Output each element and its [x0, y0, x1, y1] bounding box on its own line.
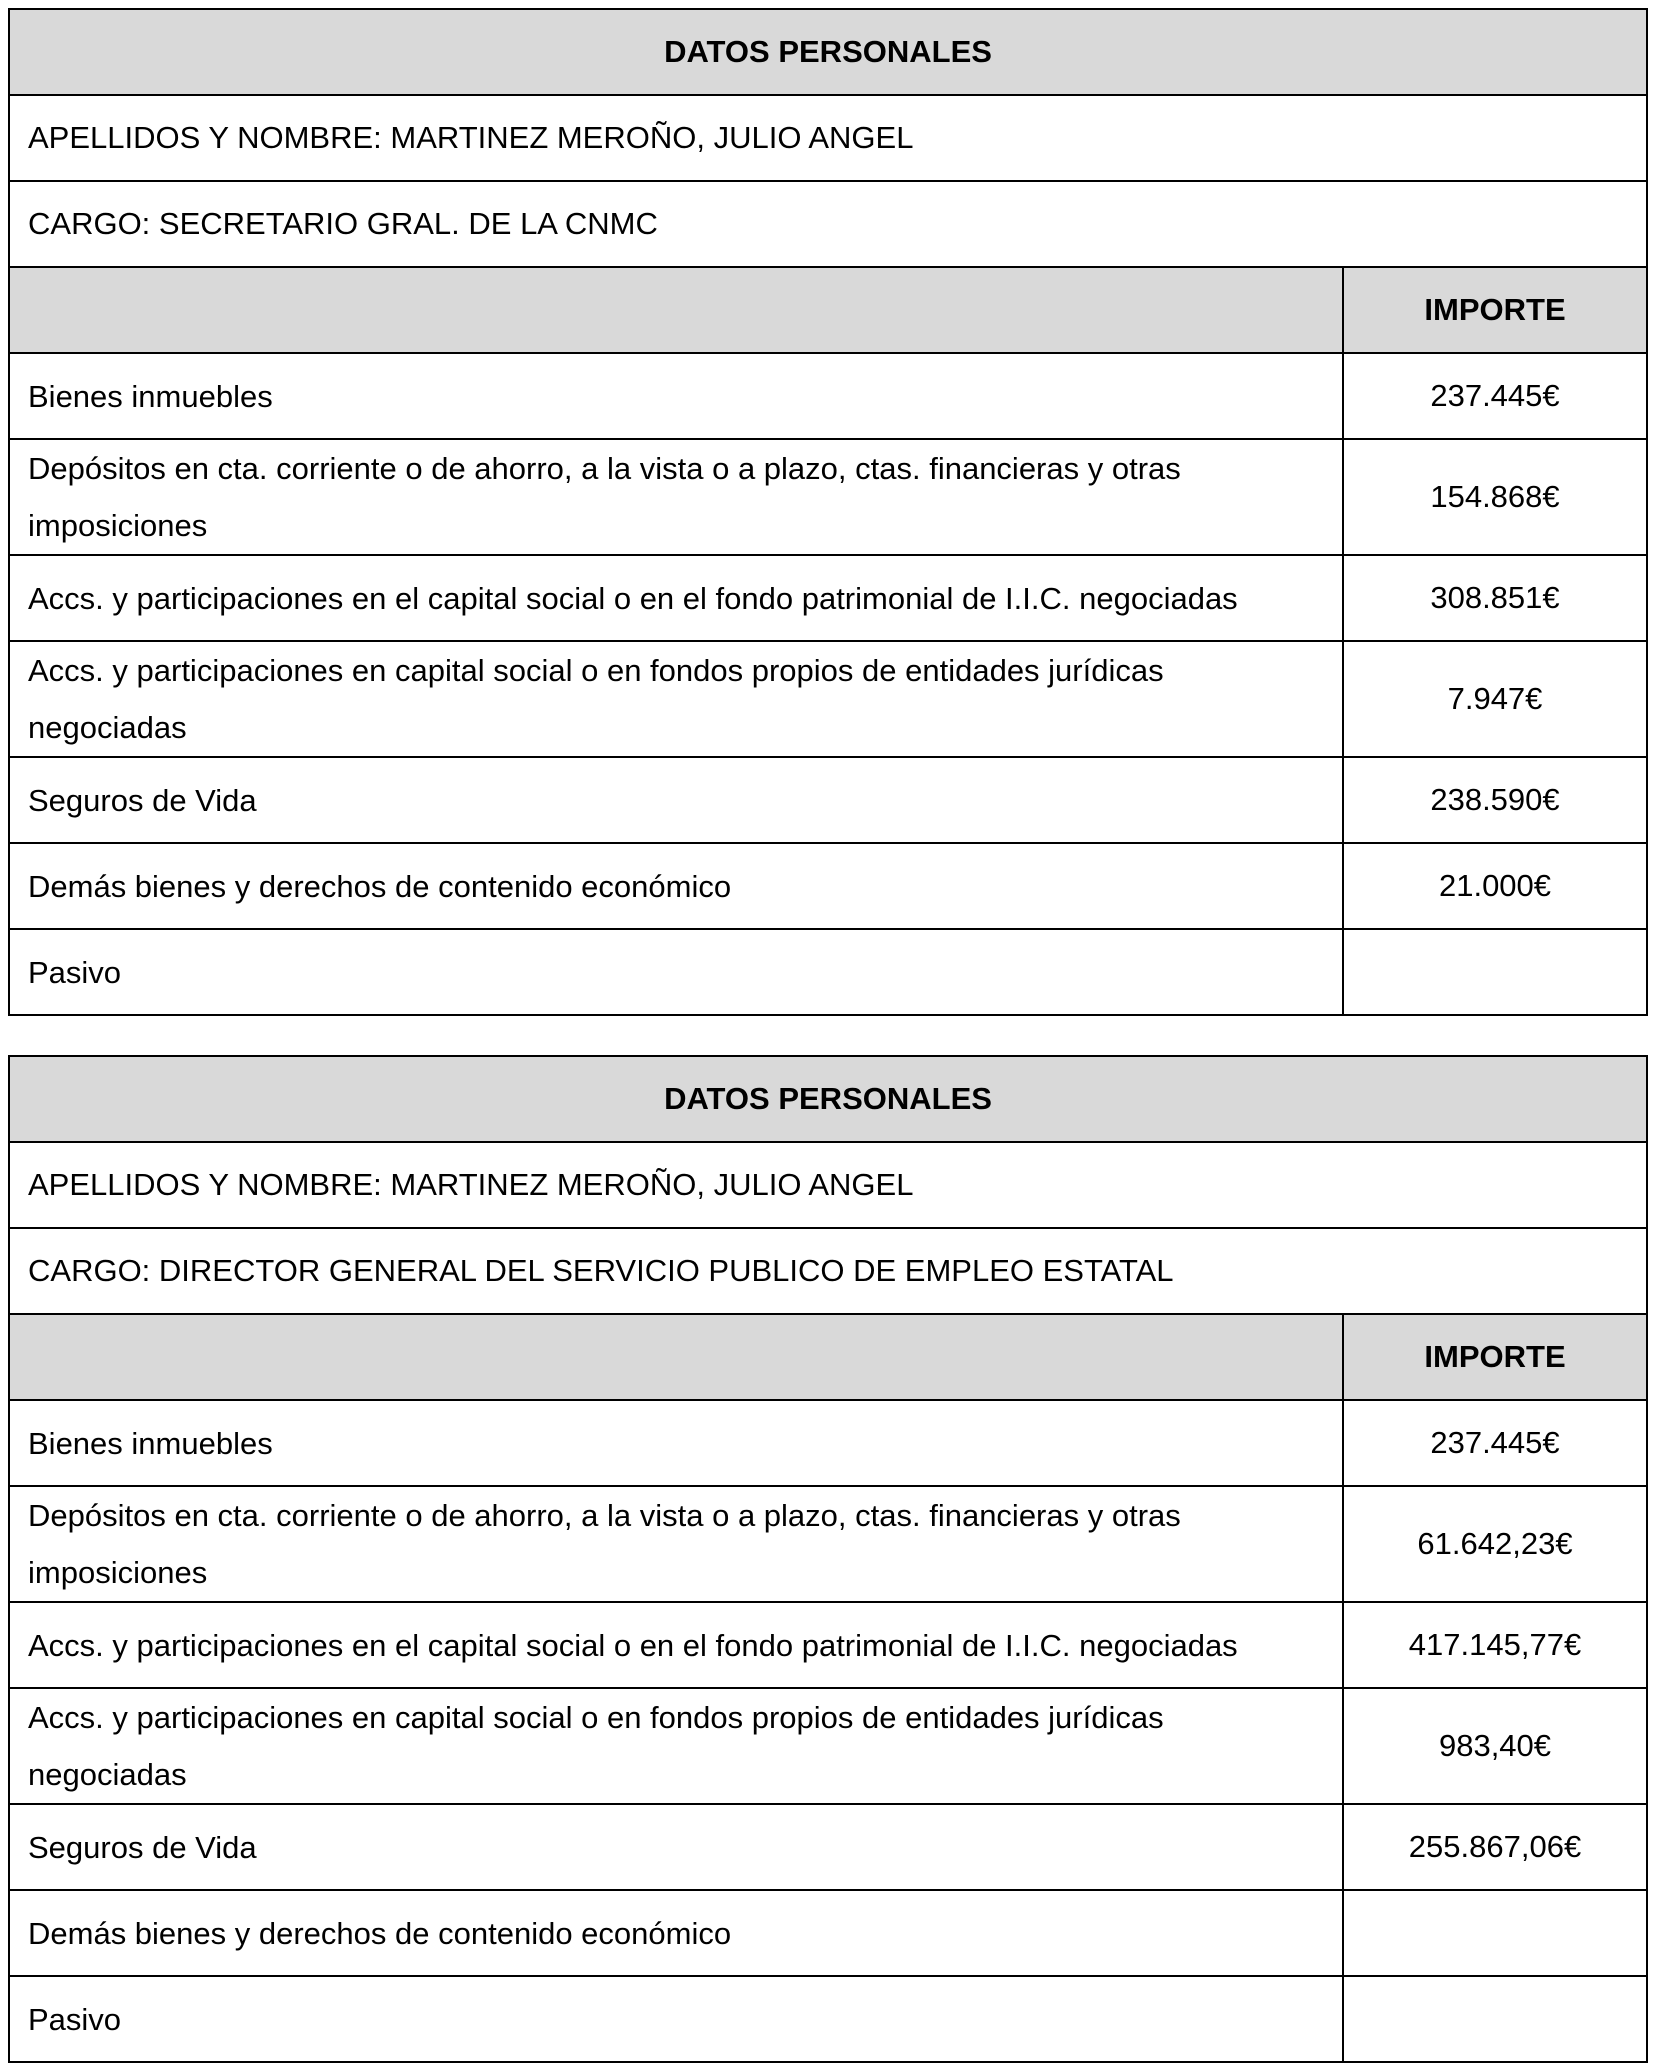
asset-label: Accs. y participaciones en el capital social o en el fondo patrimonial de I.I.C. negociadas — [9, 1602, 1343, 1688]
section-header-row — [9, 1056, 1647, 1142]
asset-label: Depósitos en cta. corriente o de ahorro, a la vista o a plazo, ctas. financieras y otras imposiciones — [9, 439, 1343, 555]
cargo-row — [9, 181, 1647, 267]
asset-amount: 237.445€ — [1343, 1400, 1647, 1486]
table-row — [9, 1890, 1647, 1976]
asset-amount — [1343, 929, 1647, 1015]
column-header-blank — [9, 267, 1343, 353]
asset-amount: 7.947€ — [1343, 641, 1647, 757]
table-row — [9, 1688, 1647, 1804]
asset-amount: 255.867,06€ — [1343, 1804, 1647, 1890]
section-header: DATOS PERSONALES — [9, 1056, 1647, 1142]
table-row — [9, 555, 1647, 641]
section-header: DATOS PERSONALES — [9, 9, 1647, 95]
asset-amount: 21.000€ — [1343, 843, 1647, 929]
asset-label: Accs. y participaciones en capital social o en fondos propios de entidades jurídicas negociadas — [9, 1688, 1343, 1804]
asset-amount: 417.145,77€ — [1343, 1602, 1647, 1688]
asset-label: Accs. y participaciones en el capital social o en el fondo patrimonial de I.I.C. negociadas — [9, 555, 1343, 641]
asset-declaration-table — [8, 8, 1648, 1016]
asset-amount: 983,40€ — [1343, 1688, 1647, 1804]
full-name: APELLIDOS Y NOMBRE: MARTINEZ MEROÑO, JULIO ANGEL — [9, 1142, 1647, 1228]
asset-label: Demás bienes y derechos de contenido económico — [9, 843, 1343, 929]
asset-label: Seguros de Vida — [9, 757, 1343, 843]
name-row — [9, 95, 1647, 181]
table-row — [9, 1602, 1647, 1688]
asset-amount — [1343, 1976, 1647, 2062]
table-row — [9, 757, 1647, 843]
amount-column-header: IMPORTE — [1343, 1314, 1647, 1400]
asset-amount: 238.590€ — [1343, 757, 1647, 843]
position-title: CARGO: SECRETARIO GRAL. DE LA CNMC — [9, 181, 1647, 267]
amount-column-header: IMPORTE — [1343, 267, 1647, 353]
column-header-row — [9, 1314, 1647, 1400]
table-row — [9, 929, 1647, 1015]
cargo-row — [9, 1228, 1647, 1314]
table-row — [9, 1804, 1647, 1890]
asset-label: Accs. y participaciones en capital social o en fondos propios de entidades jurídicas negociadas — [9, 641, 1343, 757]
column-header-row — [9, 267, 1647, 353]
asset-label: Pasivo — [9, 929, 1343, 1015]
position-title: CARGO: DIRECTOR GENERAL DEL SERVICIO PUBLICO DE EMPLEO ESTATAL — [9, 1228, 1647, 1314]
asset-label: Demás bienes y derechos de contenido económico — [9, 1890, 1343, 1976]
asset-label: Bienes inmuebles — [9, 353, 1343, 439]
full-name: APELLIDOS Y NOMBRE: MARTINEZ MEROÑO, JULIO ANGEL — [9, 95, 1647, 181]
asset-label: Pasivo — [9, 1976, 1343, 2062]
asset-amount: 308.851€ — [1343, 555, 1647, 641]
asset-amount: 154.868€ — [1343, 439, 1647, 555]
name-row — [9, 1142, 1647, 1228]
table-row — [9, 1400, 1647, 1486]
asset-label: Depósitos en cta. corriente o de ahorro, a la vista o a plazo, ctas. financieras y otras imposiciones — [9, 1486, 1343, 1602]
table-row — [9, 1976, 1647, 2062]
table-row — [9, 439, 1647, 555]
table-row — [9, 1486, 1647, 1602]
table-row — [9, 843, 1647, 929]
asset-label: Seguros de Vida — [9, 1804, 1343, 1890]
asset-amount: 61.642,23€ — [1343, 1486, 1647, 1602]
asset-amount: 237.445€ — [1343, 353, 1647, 439]
table-row — [9, 353, 1647, 439]
table-row — [9, 641, 1647, 757]
asset-declaration-table — [8, 1055, 1648, 2063]
section-header-row — [9, 9, 1647, 95]
asset-amount — [1343, 1890, 1647, 1976]
asset-label: Bienes inmuebles — [9, 1400, 1343, 1486]
column-header-blank — [9, 1314, 1343, 1400]
